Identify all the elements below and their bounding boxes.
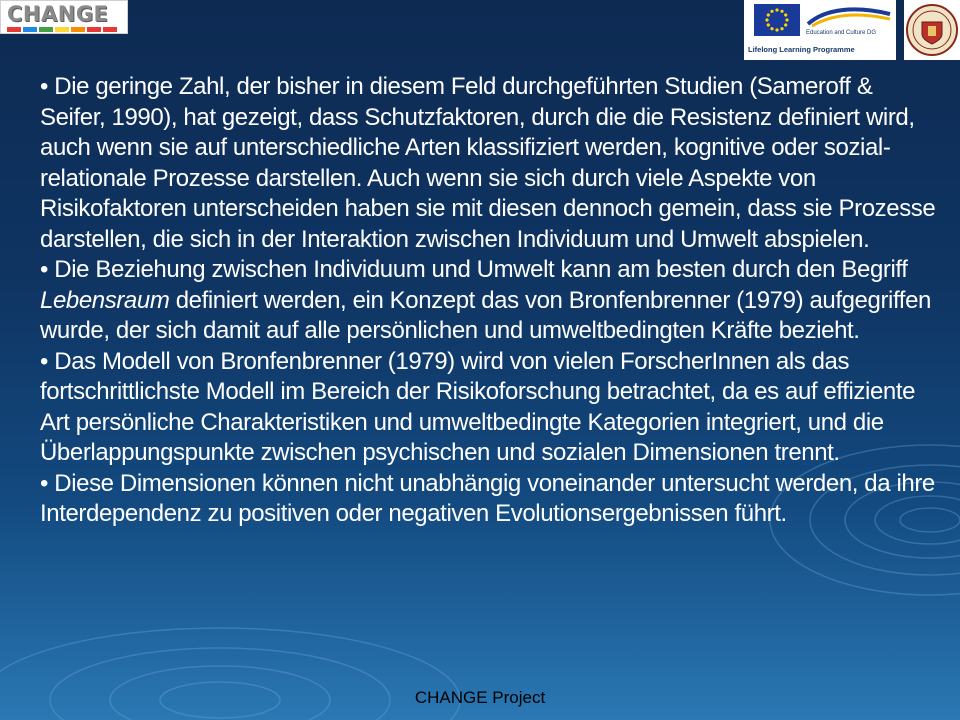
bullet-paragraph [40,347,936,469]
italic-term: Lebensraum [40,286,170,314]
paragraph-text: • Das Modell von Bronfenbrenner (1979) wird von vielen ForscherInnen als das fortschrittlichste Modell im Bereich der Risikoforschung betrachtet, da es auf effiziente Art persönliche Charakteristiken und umweltbedingte Kategorien integriert, und die Überlappungspunkte zwischen psychischen und sozialen Dimensionen trennt. [40,347,916,466]
change-logo-color-bar [23,27,37,32]
change-logo-color-bar [87,27,101,32]
change-logo-color-bar [103,27,117,32]
paragraph-text: • Diese Dimensionen können nicht unabhängig voneinander untersucht werden, da ihre Interdependenz zu positiven oder negativen Evolutionsergebnissen führt. [40,469,935,527]
university-seal-logo [904,0,960,60]
change-logo-color-bar [7,27,21,32]
bullet-paragraph [40,72,936,255]
change-logo-color-bar [39,27,53,32]
swoosh-icon [806,6,892,28]
eu-programme-label: Lifelong Learning Programme [748,45,855,54]
paragraph-text: definiert werden, ein Konzept das von Bronfenbrenner (1979) aufgegriffen wurde, der sich damit auf alle persönlichen und umweltbedingten Kräfte bezieht. [40,286,931,344]
change-logo-color-bars [7,27,117,32]
eu-tagline: Education and Culture DG [806,30,877,36]
eu-flag-icon [754,4,800,36]
change-logo-color-bar [55,27,69,32]
slide-body-text [40,72,936,530]
change-logo [0,0,128,34]
bullet-paragraph [40,469,936,530]
bullet-paragraph [40,255,936,347]
eu-lifelong-learning-logo [744,0,896,60]
footer-project-name: CHANGE Project [414,688,546,707]
paragraph-text: • Die Beziehung zwischen Individuum und Umwelt kann am besten durch den Begriff [40,256,908,283]
change-logo-word: CHANGE [7,2,109,26]
paragraph-text: • Die geringe Zahl, der bisher in diesem Feld durchgeführten Studien (Sameroff & Seifer, 1990), hat gezeigt, dass Schutzfaktoren, durch die die Resistenz definiert wird, auch wenn sie auf unterschiedliche Arten klassifiziert werden, kognitive oder sozial-relationale Prozesse darstellen. Auch wenn sie sich durch viele Aspekte von Risikofaktoren unterscheiden haben sie mit diesen dennoch gemein, dass sie Prozesse darstellen, die sich in der Interaktion zwischen Individuum und Umwelt abspielen. [40,73,936,253]
change-logo-color-bar [71,27,85,32]
